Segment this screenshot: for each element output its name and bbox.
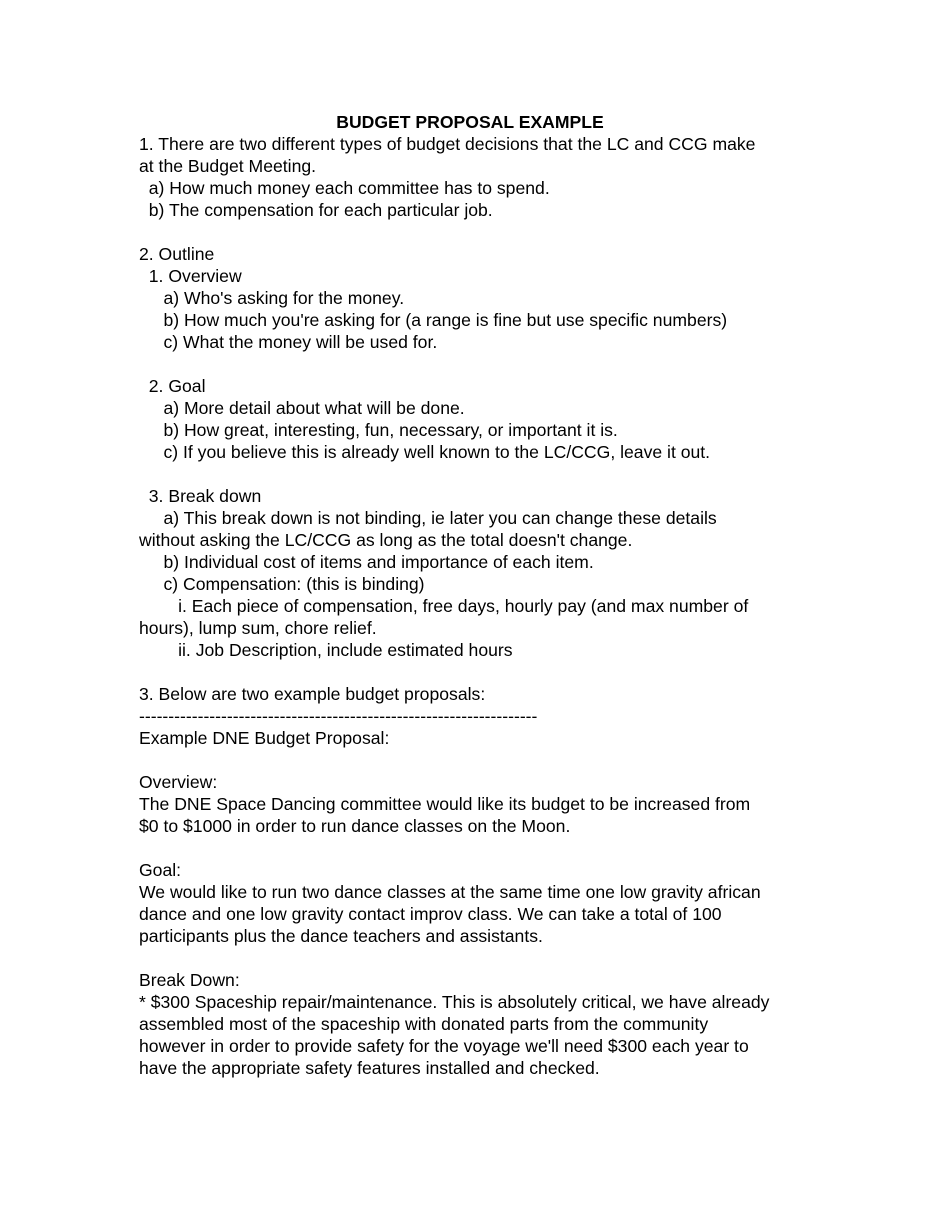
blank-line [139,947,819,969]
blank-line [139,463,819,485]
list-item: c) If you believe this is already well known to the LC/CCG, leave it out. [139,442,711,462]
blank-line [139,837,819,859]
list-item: b) Individual cost of items and importance of each item. [139,552,594,572]
subsection-heading: 2. Goal [139,376,206,396]
paragraph-line: * $300 Spaceship repair/maintenance. This is absolutely critical, we have already [139,992,770,1012]
breakdown-label: Break Down: [139,970,240,990]
list-item: c) What the money will be used for. [139,332,438,352]
list-item: c) Compensation: (this is binding) [139,574,425,594]
document-body [139,111,819,1079]
subsection-heading: 1. Overview [139,266,242,286]
paragraph-line: have the appropriate safety features installed and checked. [139,1058,600,1078]
list-item: b) The compensation for each particular job. [139,200,493,220]
paragraph-line: The DNE Space Dancing committee would like its budget to be increased from [139,794,751,814]
blank-line [139,353,819,375]
paragraph-line: at the Budget Meeting. [139,156,317,176]
section-heading: 2. Outline [139,244,215,264]
paragraph-line: dance and one low gravity contact improv class. We can take a total of 100 [139,904,722,924]
list-item: ii. Job Description, include estimated hours [139,640,513,660]
paragraph-line: $0 to $1000 in order to run dance classes on the Moon. [139,816,571,836]
paragraph-line: We would like to run two dance classes at the same time one low gravity african [139,882,761,902]
document-title: BUDGET PROPOSAL EXAMPLE [336,112,604,132]
example-title: Example DNE Budget Proposal: [139,728,390,748]
list-item: hours), lump sum, chore relief. [139,618,377,638]
section-outline [139,243,819,661]
list-item: b) How much you're asking for (a range is fine but use specific numbers) [139,310,728,330]
paragraph-line: assembled most of the spaceship with donated parts from the community [139,1014,709,1034]
paragraph-line: 1. There are two different types of budget decisions that the LC and CCG make [139,134,756,154]
section-decision-types [139,133,819,221]
paragraph-line: however in order to provide safety for the voyage we'll need $300 each year to [139,1036,749,1056]
blank-line [139,661,819,683]
list-item: a) More detail about what will be done. [139,398,465,418]
list-item: a) How much money each committee has to spend. [139,178,550,198]
list-item: without asking the LC/CCG as long as the total doesn't change. [139,530,633,550]
blank-line [139,749,819,771]
list-item: a) This break down is not binding, ie later you can change these details [139,508,717,528]
section-heading: 3. Below are two example budget proposals: [139,684,486,704]
subsection-heading: 3. Break down [139,486,262,506]
section-examples [139,683,819,1079]
list-item: i. Each piece of compensation, free days, hourly pay (and max number of [139,596,749,616]
overview-label: Overview: [139,772,218,792]
paragraph-line: participants plus the dance teachers and assistants. [139,926,543,946]
list-item: b) How great, interesting, fun, necessary, or important it is. [139,420,618,440]
goal-label: Goal: [139,860,182,880]
blank-line [139,221,819,243]
divider: -------------------------------------------------------------------- [139,706,538,726]
list-item: a) Who's asking for the money. [139,288,405,308]
